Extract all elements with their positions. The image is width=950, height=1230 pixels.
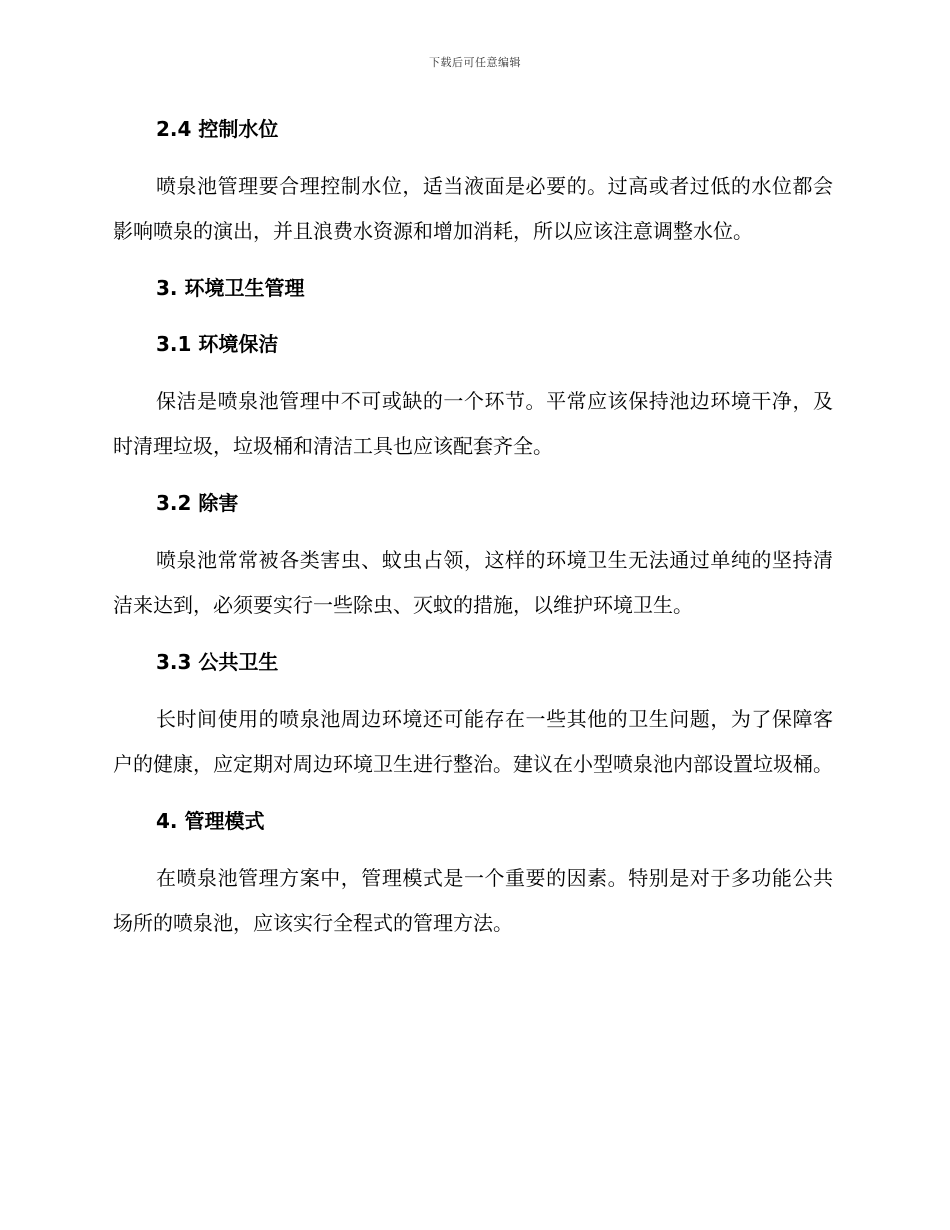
section-heading-3: 3. 环境卫生管理 — [156, 276, 305, 300]
page-header: 下载后可任意编辑 — [429, 56, 521, 69]
section-paragraph-3-2: 喷泉池常常被各类害虫、蚊虫占领，这样的环境卫生无法通过单纯的坚持清洁来达到，必须要实行一些除虫、灭蚊的措施，以维护环境卫生。 — [113, 548, 833, 617]
document-body — [113, 108, 833, 945]
section-heading-2-4: 2.4 控制水位 — [156, 117, 279, 141]
section-paragraph-2-4: 喷泉池管理要合理控制水位，适当液面是必要的。过高或者过低的水位都会影响喷泉的演出，并且浪费水资源和增加消耗，所以应该注意调整水位。 — [113, 174, 833, 243]
section-heading-3-2: 3.2 除害 — [156, 491, 239, 515]
section-heading-4: 4. 管理模式 — [156, 809, 265, 833]
section-paragraph-3-3: 长时间使用的喷泉池周边环境还可能存在一些其他的卫生问题，为了保障客户的健康，应定期对周边环境卫生进行整治。建议在小型喷泉池内部设置垃圾桶。 — [113, 707, 833, 776]
section-paragraph-4: 在喷泉池管理方案中，管理模式是一个重要的因素。特别是对于多功能公共场所的喷泉池，应该实行全程式的管理方法。 — [113, 866, 833, 935]
section-heading-3-3: 3.3 公共卫生 — [156, 650, 279, 674]
section-paragraph-3-1: 保洁是喷泉池管理中不可或缺的一个环节。平常应该保持池边环境干净，及时清理垃圾，垃圾桶和清洁工具也应该配套齐全。 — [113, 389, 833, 458]
section-heading-3-1: 3.1 环境保洁 — [156, 332, 279, 356]
